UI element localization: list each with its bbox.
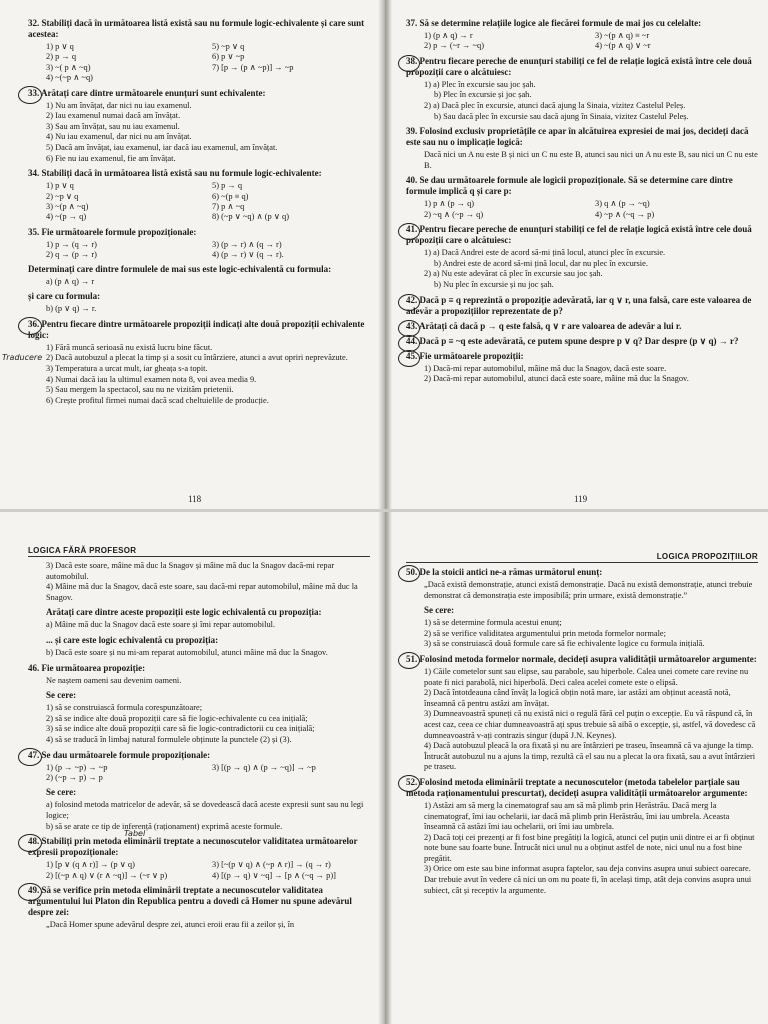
q48-formulas [28, 860, 370, 881]
list-item: 4) să se traducă în limbaj natural formulele obținute la punctele (2) și (3). [46, 734, 292, 744]
list-item: 3) să se construiască două formule care să fie echivalente logice cu formula inițială. [424, 639, 705, 649]
list-item: 2) să se indice alte două propoziții care să fie logic-echivalente cu cea inițială; [46, 713, 308, 723]
q34-formulas [28, 181, 370, 223]
question-41 [406, 224, 758, 290]
hand-circle-mark [18, 883, 42, 901]
formula-item: 6) p ∨ ~p [212, 52, 245, 62]
hand-circle-mark [18, 317, 42, 335]
question-46 [28, 663, 370, 746]
handwritten-note: Tabel [124, 829, 146, 839]
q51-title: 51. Folosind metoda formelor normale, decideți asupra validității următoarelor argumente: [406, 653, 757, 664]
formula-item: 3) ~(p ∧ q) ≡ ~r [595, 31, 650, 40]
q41-title: 41. Pentru fiecare pereche de enunțuri stabiliți ce fel de relație logică există între cele două propoziții care o alcătuiesc: [406, 224, 752, 246]
question-39 [406, 126, 758, 171]
q50-cere: Se cere: [424, 605, 455, 616]
list-item: 2) a) Dacă plec în excursie, atunci dacă ajung la Sinaia, vizitez Castelul Peleș. [424, 101, 686, 110]
q35-title: 35. Fie următoarele formule propoziționale: [28, 226, 197, 237]
formula-item: 5) ~p ∨ q [212, 42, 245, 51]
formula-item: 1) (p ∧ q) → r [424, 31, 473, 40]
q50-title: 50. De la stoicii antici ne-a rămas următorul enunț: [406, 567, 603, 577]
q34-title: 34. Stabiliți dacă în următoarea listă există sau nu formule logic-echivalente: [28, 168, 322, 179]
list-item: 4) Mâine mă duc la Snagov, dacă este soare, sau dacă-mi repar automobilul, mâine mă duc la Snagov. [46, 582, 358, 602]
formula-item: 1) (p → ~p) → ~p [46, 762, 108, 772]
list-item: b) Sau dacă plec în excursie sau dacă ajung în Sinaia, vizitez Castelul Peleș. [434, 111, 689, 121]
ask-text: ... și care este logic echivalentă cu propoziția: [46, 634, 219, 645]
q38-title: 38. Pentru fiecare pereche de enunțuri stabiliți ce fel de relație logică există între cele două propoziții care o alcătuiesc: [406, 55, 752, 77]
hand-circle-mark [398, 565, 420, 582]
question-44 [406, 336, 758, 347]
q40-formulas [406, 199, 758, 220]
page-number: 118 [188, 494, 202, 504]
q46-cere: Se cere: [46, 690, 77, 701]
formula-item: 4) [(p → q) ∨ ~q] → [p ∧ (~q → p)] [212, 870, 336, 880]
question-33 [28, 88, 370, 165]
formula-item: 2) ~q ∧ (~p → q) [424, 209, 484, 219]
list-item: b) Nu plec în excursie și nu joc șah. [434, 279, 554, 289]
list-item: 4) Nu iau examenul, dar nici nu am învățat. [46, 132, 192, 142]
q52-title: 52. Folosind metoda eliminării treptate a necunoscutelor (metoda tabelelor parțiale sau metoda raționamentului prescurtat), decideți asupra validității următoarelor argumente: [406, 776, 748, 798]
hand-circle-mark [18, 748, 42, 766]
page-120 [0, 512, 384, 1024]
formula-item: 3) ~(p ∧ ~q) [46, 202, 89, 211]
list-item: 1) să se construiască formula corespunzătoare; [46, 703, 203, 713]
q35-ask2: și care cu formula: [28, 291, 101, 302]
list-item: b) Andrei este de acord să-mi țină locul, dar nu plec în excursie. [434, 258, 648, 268]
q46-text: Ne naștem oameni sau devenim oameni. [46, 675, 182, 685]
question-52 [406, 777, 758, 896]
q35-ask1: Determinați care dintre formulele de mai sus este logic-echivalentă cu formula: [28, 263, 332, 274]
q43-title: 43. Arătați că dacă p → q este falsă, q ∨ r are valoarea de adevăr a lui r. [406, 320, 682, 331]
formula-item: 4) (p → r) ∨ (q → r). [212, 250, 284, 260]
list-item: 1) Astăzi am să merg la cinematograf sau am să mă plimb prin Herăstrău. Dacă merg la cinematograf, îmi iau ochelarii, iar dacă mă plimb prin Herăstrău, îmi iau umbrela. Aceasta înseamnă că astăzi îmi iau ochelarii, ori îmi iau umbrela. [424, 800, 730, 832]
list-item: 2) Iau examenul numai dacă am învățat. [46, 111, 181, 121]
q47-cere: Se cere: [46, 787, 77, 798]
hand-circle-mark [398, 775, 420, 792]
formula-item: 1) p → (q → r) [46, 239, 97, 249]
list-item: 3) Orice om este sau bine informat asupra faptelor, sau deja convins asupra unui subiect oarecare. Dar trebuie avut în vedere că nici un om nu poate fi, în același timp, atât deja convins asupra unui subiect, cât și receptiv la argumente. [424, 864, 752, 895]
question-43 [406, 321, 758, 332]
book-gutter [378, 512, 392, 1024]
formula-item: 3) (p → r) ∧ (q → r) [212, 239, 282, 249]
list-item: 2) Dacă întotdeauna când învăț la logică obțin notă mare, iar astăzi am obținut această notă, înseamnă că pentru astăzi am învățat. [424, 688, 731, 708]
q47-formulas [28, 763, 370, 784]
q39-text: Dacă nici un A nu este B și nici un C nu este B, atunci sau nici un A nu este B, sau nici un C nu este B. [424, 150, 758, 170]
bottom-spread [0, 512, 768, 1024]
q39-title: 39. Folosind exclusiv proprietățile ce apar în alcătuirea expresiei de mai jos, decideți dacă este sau nu o implicație logică: [406, 126, 749, 148]
option-b: b) Dacă este soare și nu mi-am reparat automobilul, atunci mâine mă duc la Snagov. [46, 647, 328, 657]
q46-title: 46. Fie următoarea propoziție: [28, 662, 146, 673]
q49-title: 49. Să se verifice prin metoda eliminării treptate a necunoscutelor validitatea argumentului lui Platon din Republica pentru a dovedi că Homer nu spune adevărul despre zei: [28, 884, 352, 917]
q44-title: 44. Dacă p ≡ ~q este adevărată, ce putem spune despre p ∨ q? Dar despre (p ∨ q) → r? [406, 335, 739, 346]
formula-item: 4) ~(p ∧ q) ∨ ~r [595, 41, 651, 51]
q40-title: 40. Se dau următoarele formule ale logicii propoziționale. Să se determine care dintre formule implică q și care p: [406, 175, 733, 197]
formula-item: 8) (~p ∨ ~q) ∧ (p ∨ q) [212, 212, 289, 222]
q36-title: 36. Pentru fiecare dintre următoarele propoziții indicați alte două propoziții echivalente logic: [28, 318, 365, 340]
list-item: 1) Nu am învățat, dar nici nu iau examenul. [46, 100, 192, 110]
question-37 [406, 18, 758, 52]
formula-item: 4) ~(~p ∧ ~q) [46, 73, 93, 83]
q37-formulas [406, 31, 758, 52]
formula-item: 1) p ∧ (p → q) [424, 199, 475, 209]
formula-item: 3) [(p → q) ∧ (p → ~q)] → ~p [212, 762, 316, 772]
list-item: 3) Sau am învățat, sau nu iau examenul. [46, 121, 180, 131]
q35-a: a) (p ∧ q) → r [46, 276, 95, 286]
formula-item: 2) p → (~r → ~q) [424, 41, 484, 51]
list-item: 1) să se determine formula acestui enunț; [424, 618, 562, 628]
formula-item: 4) ~(p → q) [46, 212, 87, 222]
list-item: 4) Numai dacă iau la ultimul examen nota 8, voi avea media 9. [46, 374, 257, 384]
formula-item: 1) [p ∨ (q ∧ r)] → (p ∨ q) [46, 860, 135, 870]
list-item: 2) Dacă autobuzul a plecat la timp și a sosit cu întârziere, atunci a avut opriri neprevăzute. [46, 353, 348, 363]
question-48 [28, 829, 370, 881]
list-item: 3) Temperatura a urcat mult, iar gheața s-a topit. [46, 364, 208, 373]
list-item: 1) Dacă-mi repar automobilul, mâine mă duc la Snagov, dacă este soare. [424, 363, 667, 373]
page-119 [384, 0, 768, 512]
q49-text: „Dacă Homer spune adevărul despre zei, atunci eroii erau fii a zeilor și, în [46, 919, 295, 929]
handwritten-note: Traducere [2, 352, 43, 362]
q47-b: b) să se arate ce tip de inferență (raționament) exprimă aceste formule. [46, 821, 283, 831]
formula-item: 5) p → q [212, 181, 243, 191]
question-51 [406, 654, 758, 773]
formula-item: 2) [(~p ∧ q) ∨ (r ∧ ~q)] → (~r ∨ p) [46, 870, 168, 880]
q47-a: a) folosind metoda matricelor de adevăr, să se dovedească dacă aceste expresii sunt sau nu legi logice; [46, 800, 364, 820]
q37-title: 37. Să se determine relațiile logice ale fiecărei formule de mai jos cu celelalte: [406, 18, 702, 28]
question-50 [406, 567, 758, 650]
formula-item: 7) p ∧ ~q [212, 202, 245, 211]
question-45 [406, 351, 758, 385]
list-item: 1) a) Plec în excursie sau joc șah. [424, 79, 536, 89]
question-32 [28, 18, 370, 84]
q50-text: „Dacă există demonstrație, atunci există demonstrație. Dacă nu există demonstrație, atunci trebuie demonstrat că demonstrația este imposibilă; prin urmare, există demonstrație.” [424, 580, 753, 600]
q48-title: 48. Stabiliți prin metoda eliminării treptate a necunoscutelor validitatea următoarelor expresii propoziționale: [28, 836, 358, 858]
list-item: 2) a) Nu este adevărat că plec în excursie sau joc șah. [424, 269, 603, 279]
formula-item: 1) p ∨ q [46, 42, 74, 51]
formula-item: 3) [~(p ∨ q) ∧ (~p ∧ r)] → (q → r) [212, 860, 331, 870]
formula-item: 4) ~p ∧ (~q → p) [595, 209, 655, 219]
formula-item: 7) [p → (p ∧ ~p)] → ~p [212, 62, 294, 72]
list-item: 1) Căile cometelor sunt sau elipse, sau parabole, sau hiperbole. Calea unei comete care revine nu poate fi nici parabolă, nici hiperbolă. Deci calea acelei comete este o elipsă. [424, 666, 749, 687]
book-gutter [378, 0, 392, 512]
q32-formulas [28, 42, 370, 84]
formula-item: 3) q ∧ (p → ~q) [595, 199, 650, 209]
question-35 [28, 227, 370, 315]
hand-circle-mark [18, 834, 42, 852]
list-item: 5) Dacă am învățat, iau examenul, iar dacă iau examenul, am învățat. [46, 143, 278, 152]
formula-item: 6) ~(p ≡ q) [212, 191, 249, 201]
list-item: 1) a) Dacă Andrei este de acord să-mi țină locul, atunci plec în excursie. [424, 248, 666, 258]
question-40 [406, 175, 758, 220]
option-a: a) Mâine mă duc la Snagov dacă este soare și îmi repar automobilul. [46, 620, 276, 630]
q32-title: 32. Stabiliți dacă în următoarea listă există sau nu formule logic-echivalente și care sunt acestea: [28, 18, 365, 39]
list-item: 6) Crește profitul firmei numai dacă scad cheltuielile de producție. [46, 395, 269, 405]
list-item: 2) să se verifice validitatea argumentului prin metoda formelor normale; [424, 628, 666, 638]
q47-title: 47. Se dau următoarele formule propoziționale: [28, 749, 211, 760]
page-118 [0, 0, 384, 512]
q42-title: 42. Dacă p ≡ q reprezintă o propoziție adevărată, iar q ∨ r, una falsă, care este valoarea de adevăr a propozițiilor reprezentate de p? [406, 294, 752, 316]
list-item: 2) Dacă toți cei prezenți ar fi fost bine pregătiți la logică, atunci cel puțin unii dintre ei ar fi obținut note bune sau foarte bune. Întrucât nici unul nu a obținut astfel de note, nici unul nu a fost bine pregătit. [424, 832, 755, 863]
running-header: LOGICA PROPOZIȚIILOR [406, 552, 758, 563]
q45-title: 45. Fie următoarele propoziții: [406, 350, 524, 361]
question-36 [2, 318, 370, 407]
formula-item: 3) ~( p ∧ ~q) [46, 62, 91, 72]
list-item: 5) Sau mergem la spectacol, sau nu ne vizităm prietenii. [46, 385, 234, 395]
formula-item: 2) ~p ∨ q [46, 191, 79, 201]
question-49 [28, 885, 370, 931]
list-item: 2) Dacă-mi repar automobilul, atunci dacă este soare, mâine mă duc la Snagov. [424, 374, 689, 384]
hand-circle-mark [398, 294, 420, 311]
formula-item: 1) p ∨ q [46, 181, 74, 191]
page-121 [384, 512, 768, 1024]
q35-b: b) (p ∨ q) → r. [46, 304, 97, 314]
q33-title: 33. Arătați care dintre următoarele enunțuri sunt echivalente: [28, 87, 266, 98]
list-item: 3) Dacă este soare, mâine mă duc la Snagov și mâine mă duc la Snagov dacă-mi repar automobilul. [46, 561, 335, 581]
running-header: LOGICA FĂRĂ PROFESOR [28, 546, 370, 557]
q35-formulas [28, 240, 370, 261]
question-47 [28, 750, 370, 833]
list-item: 3) Dumneavoastră spuneți că nu există nici o regulă fără cel puțin o excepție. Eu vă răspund că, în acest caz, ceea ce chiar dumneavoastră ați spus trebuie să aibă o excepție, și, astfel, vă dovedesc că dumneavoastră v-ați contrazis singur (după J.N. Keynes). [424, 709, 756, 740]
hand-circle-mark [398, 350, 420, 367]
question-34 [28, 168, 370, 223]
formula-item: 2) q → (p → r) [46, 250, 97, 260]
list-item: 6) Fie nu iau examenul, fie am învățat. [46, 153, 176, 163]
page-number: 119 [574, 494, 588, 504]
question-42 [406, 295, 758, 317]
list-item: b) Plec în excursie și joc șah. [434, 90, 532, 100]
list-item: 4) Dacă autobuzul pleacă la ora fixată și nu are întârzieri pe traseu, înseamnă că va ajunge la timp. Întrucât autobuzul nu a ajuns la timp, rezultă că el sau nu a plecat la ora fixată, sau a avut întârzieri pe traseu. [424, 741, 756, 772]
hand-circle-mark [18, 86, 42, 104]
ask-text: Arătați care dintre aceste propoziții este logic echivalentă cu propoziția: [46, 607, 322, 618]
hand-circle-mark [398, 55, 420, 72]
question-38 [406, 56, 758, 122]
formula-item: 2) p → q [46, 52, 77, 62]
formula-item: 2) (~p → p) → p [46, 772, 103, 782]
list-item: 3) să se indice alte două propoziții care să fie logic-contradictorii cu cea inițială; [46, 724, 315, 734]
hand-circle-mark [398, 652, 420, 669]
list-item: 1) Fără muncă serioasă nu există lucru bine făcut. [46, 342, 213, 352]
